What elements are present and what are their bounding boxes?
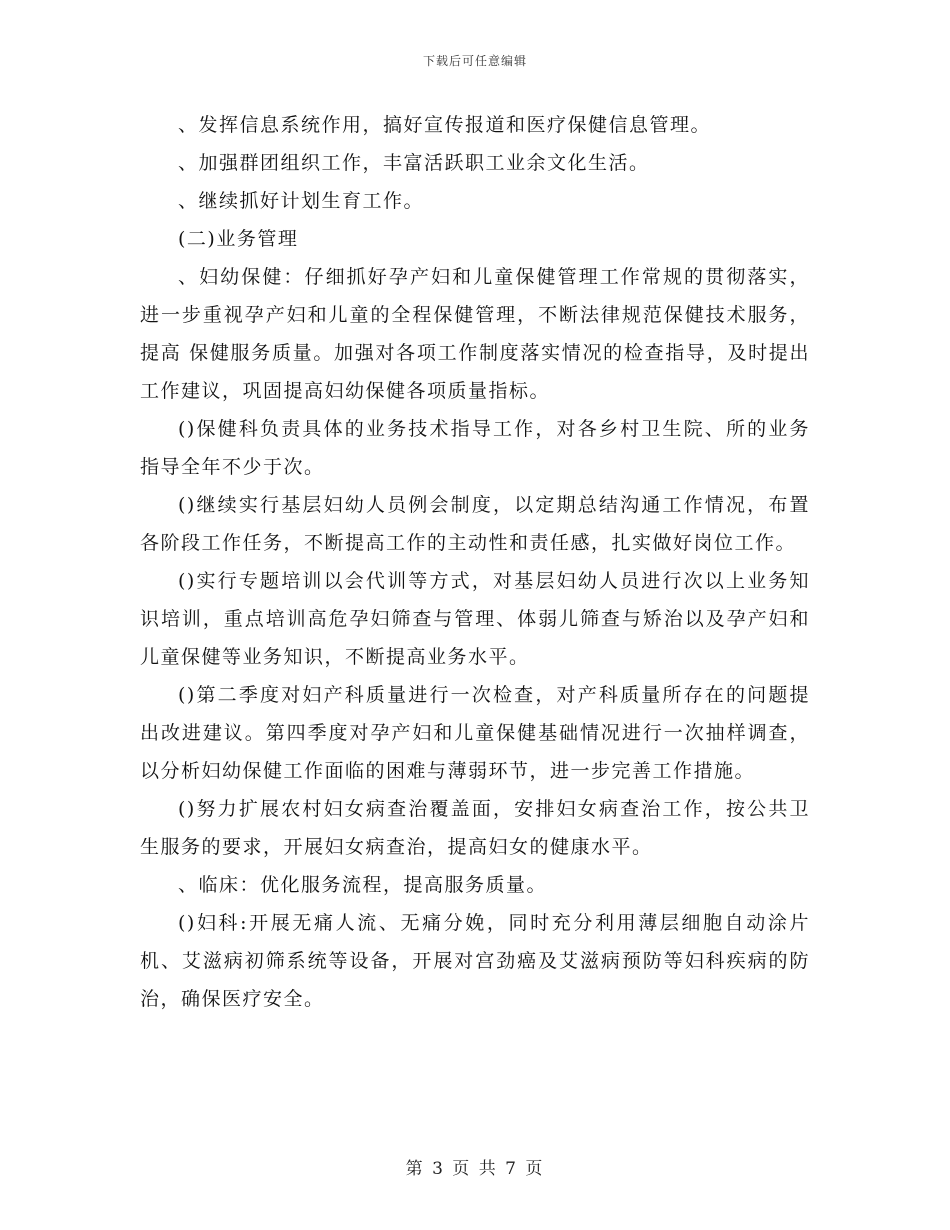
paragraph-group-work: 、加强群团组织工作，丰富活跃职工业余文化生活。 xyxy=(178,152,650,174)
paragraph-maternal-child-health: 、妇幼保健：仔细抓好孕产妇和儿童保健管理工作常规的贯彻落实，进一步重视孕产妇和儿童的全程保健管理，不断法律规范保健技术服务，提高 保健服务质量。加强对各项工作制度落实情况的检查指导，及时提出工作建议，巩固提高妇幼保健各项质量指标。 xyxy=(140,266,810,402)
paragraph-clinical: 、临床：优化服务流程，提高服务质量。 xyxy=(178,874,548,896)
page-footer: 第 3 页 共 7 页 xyxy=(405,1159,545,1179)
section-heading-business-management: (二)业务管理 xyxy=(178,228,299,250)
paragraph-special-training: ()实行专题培训以会代训等方式，对基层妇幼人员进行次以上业务知识培训，重点培训高危孕妇筛查与管理、体弱儿筛查与矫治以及孕产妇和儿童保健等业务知识，不断提高业务水平。 xyxy=(140,570,810,668)
page-header: 下载后可任意编辑 xyxy=(422,54,527,68)
paragraph-regular-meetings: ()继续实行基层妇幼人员例会制度，以定期总结沟通工作情况，布置各阶段工作任务，不断提高工作的主动性和责任感，扎实做好岗位工作。 xyxy=(140,494,810,554)
paragraph-info-system: 、发挥信息系统作用，搞好宣传报道和医疗保健信息管理。 xyxy=(178,114,712,136)
document-body xyxy=(140,106,810,1018)
paragraph-health-department-guidance: ()保健科负责具体的业务技术指导工作，对各乡村卫生院、所的业务指导全年不少于次。 xyxy=(140,418,810,478)
paragraph-quarterly-inspection: ()第二季度对妇产科质量进行一次检查，对产科质量所存在的问题提出改进建议。第四季度对孕产妇和儿童保健基础情况进行一次抽样调查，以分析妇幼保健工作面临的困难与薄弱环节，进一步完善工作措施。 xyxy=(140,684,810,782)
paragraph-gynecology: ()妇科:开展无痛人流、无痛分娩，同时充分利用薄层细胞自动涂片机、艾滋病初筛系统等设备，开展对宫劲癌及艾滋病预防等妇科疾病的防治，确保医疗安全。 xyxy=(140,912,810,1010)
paragraph-womens-disease-screening: ()努力扩展农村妇女病查治覆盖面，安排妇女病查治工作，按公共卫生服务的要求，开展妇女病查治，提高妇女的健康水平。 xyxy=(140,798,810,858)
paragraph-family-planning: 、继续抓好计划生育工作。 xyxy=(178,190,425,212)
